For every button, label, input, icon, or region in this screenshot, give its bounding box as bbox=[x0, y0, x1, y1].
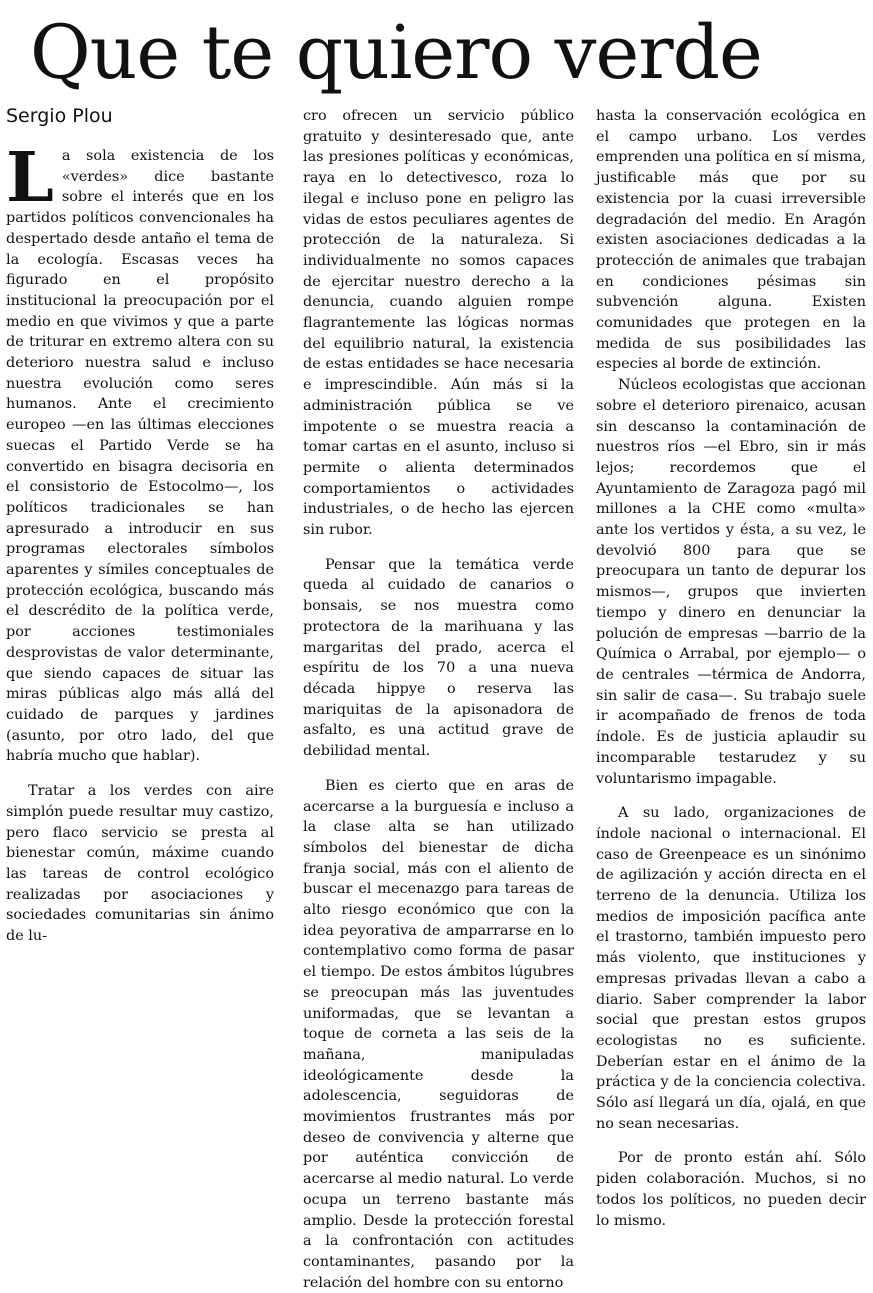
paragraph: Por de pronto están ahí. Sólo piden colaboración. Muchos, si no todos los políticos, no pueden decir lo mismo. bbox=[596, 1150, 866, 1229]
column-2 bbox=[303, 106, 574, 1293]
paragraph: cro ofrecen un servicio público gratuito y desinteresado que, ante las presiones políticas y económicas, raya en lo detectivesco, roza lo ilegal e incluso pone en peligro las vidas de estos peculiares agentes de protección de la naturaleza. Si individualmente no somos capaces de ejercitar nuestro derecho a la denuncia, cuando alguien rompe flagrantemente las lógicas normas del equilibrio natural, la existencia de estas entidades se hace necesaria e imprescindible. Aún más si la administración pública se ve impotente o se muestra reacia a tomar cartas en el asunto, incluso si permite o alienta determinados comportamientos o actividades industriales, o de hecho las ejercen sin rubor. bbox=[303, 108, 574, 539]
paragraph bbox=[6, 138, 274, 767]
paragraph: Tratar a los verdes con aire simplón puede resultar muy castizo, pero flaco servicio se presta al bienestar común, máxime cuando las tareas de control ecológico realizadas por asociaciones y sociedades comunitarias sin ánimo de lu- bbox=[6, 783, 274, 945]
paragraph: Núcleos ecologistas que accionan sobre el deterioro pirenaico, acusan sin descanso la contaminación de nuestros ríos —el Ebro, sin ir más lejos; recordemos que el Ayuntamiento de Zaragoza pagó mil millones a la CHE como «multa» ante los vertidos y ésta, a su vez, le devolvió 800 para que se preocupara un tanto de depurar los mismos—, grupos que invierten tiempo y dinero en denunciar la polución de empresas —barrio de la Química o Arrabal, por ejemplo— o de centrales —térmica de Andorra, sin salir de casa—. Su trabajo suele ir acompañado de frenos de toda índole. Es de justicia aplaudir su incomparable testarudez y su voluntarismo impagable. bbox=[596, 377, 866, 787]
paragraph: Bien es cierto que en aras de acercarse a la burguesía e incluso a la clase alta se han utilizado símbolos del bienestar de dicha franja social, más con el aliento de buscar el mecenazgo para tareas de alto riesgo económico que con la idea peyorativa de amparrarse en lo contemplativo como forma de pasar el tiempo. De estos ámbitos lúgubres se preocupan más las juventudes uniformadas, que se levantan a toque de corneta a las seis de la mañana, manipuladas ideológicamente desde la adolescencia, seguidoras de movimientos frustrantes más por deseo de convivencia y alterne que por auténtica convicción de acercarse al medio natural. Lo verde ocupa un terreno bastante más amplio. Desde la protección forestal a la confrontación con actitudes contaminantes, pasando por la relación del hombre con su entorno bbox=[303, 777, 574, 1291]
paragraph: Pensar que la temática verde queda al cuidado de canarios o bonsais, se nos muestra como protectora de la marihuana y las margaritas del prado, acerca el espíritu de los 70 a una nueva década hippye o reserva las mariquitas de la apisonadora de asfalto, es una actitud grave de debilidad mental. bbox=[303, 556, 574, 760]
drop-cap: L bbox=[6, 138, 54, 218]
headline: Que te quiero verde bbox=[30, 10, 762, 96]
column-3 bbox=[596, 106, 866, 1231]
paragraph-text: a sola existencia de los «verdes» dice bastante sobre el interés que en los partidos políticos convencionales ha despertado desde antaño el tema de la ecología. Escasas veces ha figurado en el propósito institucional la preocupación por el medio en que vivimos y que a parte de triturar en extremo altera con su deterioro nuestra salud e incluso nuestra evolución como seres humanos. Ante el crecimiento europeo —en las últimas elecciones suecas el Partido Verde se ha convertido en bisagra decisoria en el consistorio de Estocolmo—, los políticos tradicionales se han apresurado a introducir en sus programas electorales símbolos aparentes y símiles conceptuales de protección ecológica, buscando más el descrédito de la política verde, por acciones testimoniales desprovistas de valor determinante, que siendo capaces de situar las miras públicas algo más allá del cuidado de parques y jardines (asunto, por otro lado, del que habría mucho que hablar). bbox=[6, 148, 274, 765]
paragraph: A su lado, organizaciones de índole nacional o internacional. El caso de Greenpeace es un sinónimo de agilización y acción directa en el terreno de la denuncia. Utiliza los medios de imposición pacífica ante el trastorno, también impuesto pero más violento, que instituciones y empresas privadas llevan a cabo a diario. Saber comprender la labor social que prestan estos grupos ecologistas no es suficiente. Deberían estar en el ánimo de la práctica y de la conciencia colectiva. Sólo así llegará un día, ojalá, en que no sean necesarias. bbox=[596, 805, 866, 1132]
column-1 bbox=[6, 138, 274, 947]
byline: Sergio Plou bbox=[6, 105, 113, 127]
paragraph: hasta la conservación ecológica en el campo urbano. Los verdes emprenden una política en sí misma, justificable más que por su existencia por la cuasi irreversible degradación del medio. En Aragón existen asociaciones dedicadas a la protección de animales que trabajan en condiciones pésimas sin subvención alguna. Existen comunidades que protegen en la medida de sus posibilidades las especies al borde de extinción. bbox=[596, 108, 866, 373]
